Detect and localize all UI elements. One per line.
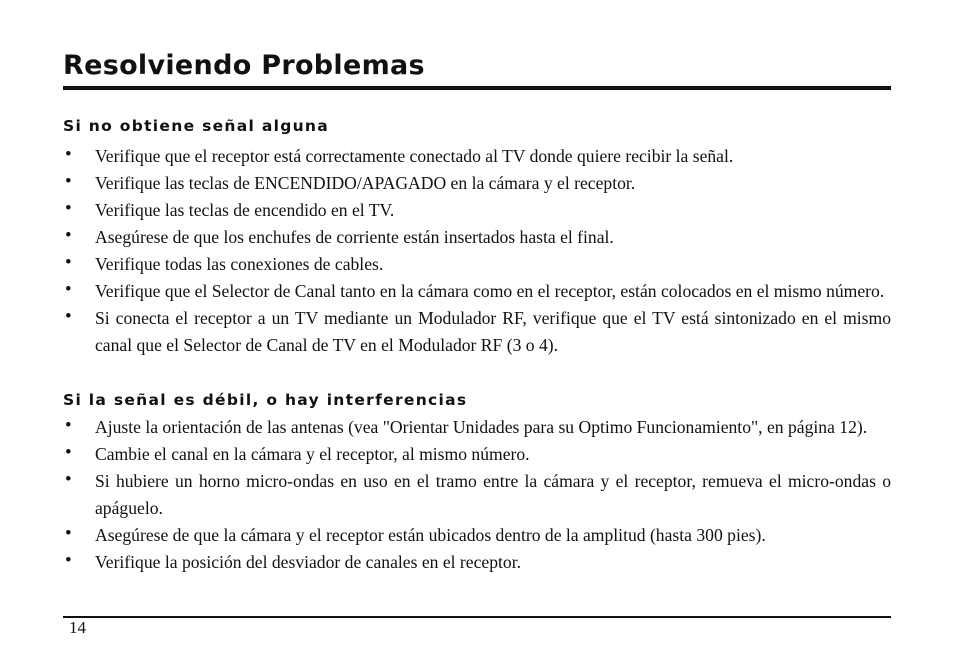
list-item [63, 278, 891, 305]
bullet-icon: • [65, 279, 72, 300]
bullet-icon: • [65, 198, 72, 219]
list-item-text: Verifique que el Selector de Canal tanto en la cámara como en el receptor, están colocados en el mismo número. [95, 281, 885, 301]
page-title: Resolviendo Problemas [63, 50, 425, 81]
list-item-text: Verifique las teclas de encendido en el TV. [95, 200, 395, 220]
list-item [63, 441, 891, 468]
list-item [63, 468, 891, 522]
list-item [63, 305, 891, 359]
bullet-icon: • [65, 415, 72, 436]
list-item [63, 414, 891, 441]
bullet-icon: • [65, 469, 72, 490]
list-item [63, 251, 891, 278]
bullet-icon: • [65, 225, 72, 246]
list-item [63, 224, 891, 251]
list-item [63, 549, 891, 576]
bullet-icon: • [65, 523, 72, 544]
bullet-icon: • [65, 550, 72, 571]
no-signal-list [63, 143, 891, 359]
list-item [63, 170, 891, 197]
list-item-text: Verifique la posición del desviador de canales en el receptor. [95, 552, 521, 572]
page-number: 14 [69, 618, 86, 637]
list-item [63, 197, 891, 224]
list-item-text: Verifique que el receptor está correctamente conectado al TV donde quiere recibir la señal. [95, 146, 734, 166]
list-item-text: Verifique todas las conexiones de cables. [95, 254, 384, 274]
title-divider [63, 86, 891, 90]
list-item-text: Si hubiere un horno micro-ondas en uso en el tramo entre la cámara y el receptor, remueva el micro-ondas o apáguelo. [95, 471, 891, 518]
list-item-text: Cambie el canal en la cámara y el receptor, al mismo número. [95, 444, 530, 464]
bullet-icon: • [65, 171, 72, 192]
bullet-icon: • [65, 442, 72, 463]
section-heading-weak-signal: Si la señal es débil, o hay interferencias [63, 391, 468, 409]
list-item-text: Asegúrese de que la cámara y el receptor están ubicados dentro de la amplitud (hasta 300 pies). [95, 525, 766, 545]
weak-signal-list [63, 414, 891, 576]
list-item [63, 522, 891, 549]
list-item-text: Si conecta el receptor a un TV mediante un Modulador RF, verifique que el TV está sintonizado en el mismo canal que el Selector de Canal de TV en el Modulador RF (3 o 4). [95, 308, 891, 355]
bullet-icon: • [65, 306, 72, 327]
list-item-text: Ajuste la orientación de las antenas (vea "Orientar Unidades para su Optimo Funcionamiento", en página 12). [95, 417, 868, 437]
list-item [63, 143, 891, 170]
footer-divider [63, 616, 891, 618]
section-heading-no-signal: Si no obtiene señal alguna [63, 117, 330, 135]
bullet-icon: • [65, 252, 72, 273]
list-item-text: Verifique las teclas de ENCENDIDO/APAGADO en la cámara y el receptor. [95, 173, 636, 193]
list-item-text: Asegúrese de que los enchufes de corriente están insertados hasta el final. [95, 227, 614, 247]
bullet-icon: • [65, 144, 72, 165]
